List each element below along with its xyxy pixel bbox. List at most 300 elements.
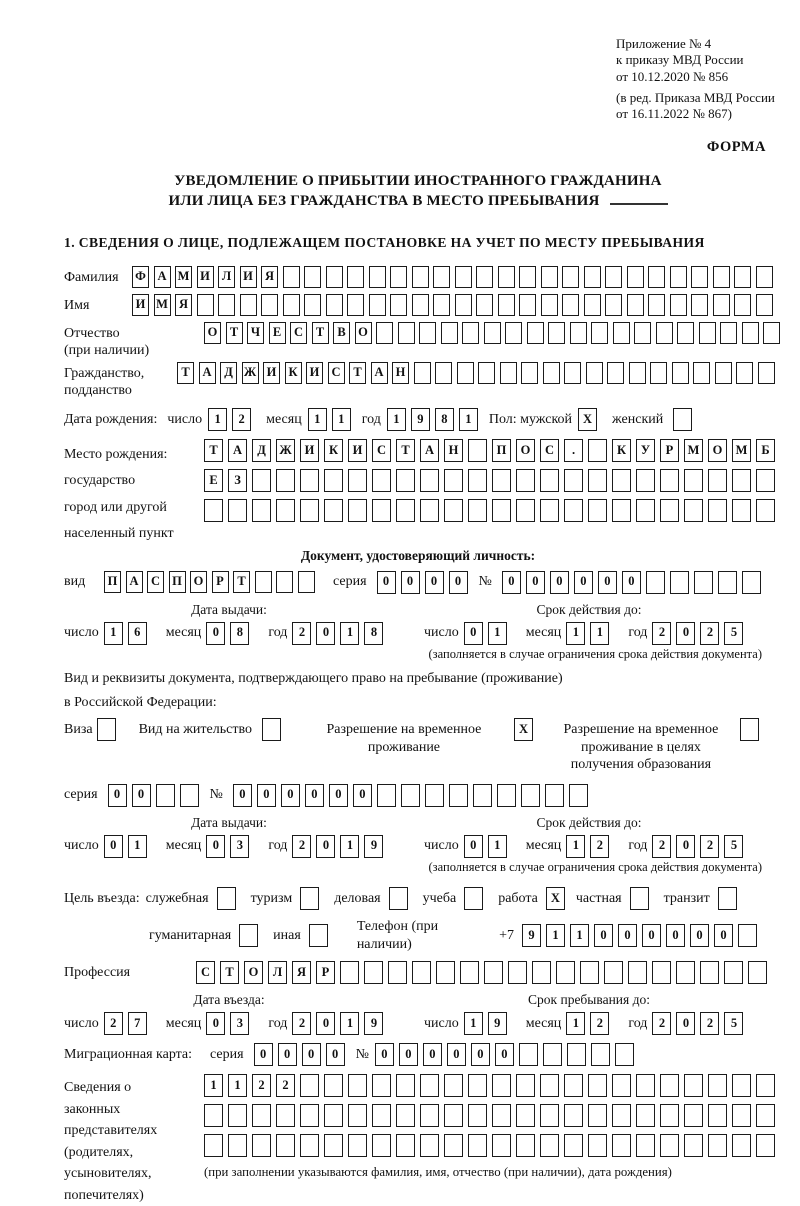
char-box-filled[interactable]: 8: [435, 408, 454, 431]
char-box-empty[interactable]: [591, 322, 608, 344]
char-box-empty[interactable]: [252, 469, 271, 492]
char-box-empty[interactable]: [372, 469, 391, 492]
char-box-filled[interactable]: И: [197, 266, 214, 288]
char-box-empty[interactable]: [732, 469, 751, 492]
char-box-filled[interactable]: 1: [104, 622, 123, 645]
char-box-filled[interactable]: 0: [526, 571, 545, 594]
char-box-filled[interactable]: 8: [230, 622, 249, 645]
char-box-filled[interactable]: 6: [128, 622, 147, 645]
char-box-filled[interactable]: Д: [252, 439, 271, 462]
char-box-empty[interactable]: [324, 499, 343, 522]
char-box-empty[interactable]: [545, 784, 564, 807]
char-box-empty[interactable]: [591, 1043, 610, 1066]
char-box-filled[interactable]: О: [355, 322, 372, 344]
char-box-empty[interactable]: [436, 961, 455, 984]
char-box-empty[interactable]: [586, 362, 603, 384]
char-box-filled[interactable]: 0: [257, 784, 276, 807]
char-box-empty[interactable]: [734, 294, 751, 316]
char-box-filled[interactable]: Т: [204, 439, 223, 462]
char-box-filled[interactable]: И: [300, 439, 319, 462]
char-box-empty[interactable]: [541, 266, 558, 288]
char-box-empty[interactable]: [252, 1104, 271, 1127]
char-box-filled[interactable]: 0: [281, 784, 300, 807]
char-box-empty[interactable]: [564, 1134, 583, 1157]
char-box-empty[interactable]: [548, 322, 565, 344]
char-box-filled[interactable]: 2: [652, 622, 671, 645]
char-box-empty[interactable]: [497, 784, 516, 807]
char-box-filled[interactable]: Р: [316, 961, 335, 984]
char-box-empty[interactable]: [713, 266, 730, 288]
char-box-empty[interactable]: [396, 499, 415, 522]
char-box-empty[interactable]: [588, 1134, 607, 1157]
char-box-filled[interactable]: К: [324, 439, 343, 462]
char-box-filled[interactable]: 1: [546, 924, 565, 947]
char-box-empty[interactable]: [627, 266, 644, 288]
char-box-empty[interactable]: [580, 961, 599, 984]
char-box-filled[interactable]: 1: [590, 622, 609, 645]
char-box-filled[interactable]: 1: [128, 835, 147, 858]
char-box-filled[interactable]: 0: [206, 835, 225, 858]
char-box-empty[interactable]: [218, 294, 235, 316]
char-box-empty[interactable]: [691, 266, 708, 288]
char-box-empty[interactable]: [324, 469, 343, 492]
char-box-filled[interactable]: Т: [220, 961, 239, 984]
char-box-empty[interactable]: [377, 784, 396, 807]
char-box-empty[interactable]: [693, 362, 710, 384]
char-box-empty[interactable]: [304, 266, 321, 288]
char-box-filled[interactable]: Е: [269, 322, 286, 344]
char-box-empty[interactable]: [636, 1104, 655, 1127]
char-box-empty[interactable]: [498, 294, 515, 316]
char-box-empty[interactable]: [634, 322, 651, 344]
char-box-empty[interactable]: [372, 1074, 391, 1097]
char-box-empty[interactable]: [588, 1104, 607, 1127]
char-box-empty[interactable]: [462, 322, 479, 344]
char-box-empty[interactable]: [613, 322, 630, 344]
char-box-filled[interactable]: С: [372, 439, 391, 462]
char-box-empty[interactable]: [414, 362, 431, 384]
char-box-filled[interactable]: С: [328, 362, 345, 384]
char-box-empty[interactable]: [540, 1074, 559, 1097]
char-box-filled[interactable]: 1: [488, 835, 507, 858]
char-box-empty[interactable]: [567, 1043, 586, 1066]
char-box-empty[interactable]: [283, 294, 300, 316]
char-box-filled[interactable]: Я: [261, 266, 278, 288]
char-box-filled[interactable]: 0: [690, 924, 709, 947]
char-box-empty[interactable]: [217, 887, 236, 910]
char-box-empty[interactable]: [300, 469, 319, 492]
char-box-filled[interactable]: 0: [375, 1043, 394, 1066]
char-box-empty[interactable]: [228, 499, 247, 522]
char-box-filled[interactable]: 2: [652, 835, 671, 858]
char-box-empty[interactable]: [348, 469, 367, 492]
char-box-filled[interactable]: И: [132, 294, 149, 316]
char-box-empty[interactable]: [519, 294, 536, 316]
char-box-empty[interactable]: [516, 1074, 535, 1097]
char-box-filled[interactable]: 5: [724, 835, 743, 858]
char-box-empty[interactable]: [516, 1134, 535, 1157]
char-box-empty[interactable]: [742, 322, 759, 344]
char-box-empty[interactable]: [541, 294, 558, 316]
char-box-filled[interactable]: 8: [364, 622, 383, 645]
char-box-filled[interactable]: 9: [488, 1012, 507, 1035]
char-box-filled[interactable]: М: [732, 439, 751, 462]
char-box-filled[interactable]: С: [540, 439, 559, 462]
char-box-filled[interactable]: А: [420, 439, 439, 462]
char-box-empty[interactable]: [718, 887, 737, 910]
char-box-empty[interactable]: [262, 718, 281, 741]
char-box-filled[interactable]: Р: [660, 439, 679, 462]
char-box-filled[interactable]: 0: [425, 571, 444, 594]
char-box-empty[interactable]: [612, 1074, 631, 1097]
char-box-filled[interactable]: Н: [392, 362, 409, 384]
char-box-filled[interactable]: 0: [132, 784, 151, 807]
char-box-empty[interactable]: [708, 1074, 727, 1097]
char-box-empty[interactable]: [326, 266, 343, 288]
char-box-empty[interactable]: [412, 266, 429, 288]
char-box-empty[interactable]: [464, 887, 483, 910]
char-box-empty[interactable]: [204, 1134, 223, 1157]
char-box-empty[interactable]: [516, 1104, 535, 1127]
char-box-empty[interactable]: [564, 1074, 583, 1097]
char-box-empty[interactable]: [444, 1104, 463, 1127]
char-box-filled[interactable]: Ф: [132, 266, 149, 288]
char-box-empty[interactable]: [636, 1074, 655, 1097]
char-box-filled[interactable]: Т: [233, 571, 250, 593]
char-box-empty[interactable]: [540, 1104, 559, 1127]
char-box-empty[interactable]: [699, 322, 716, 344]
char-box-filled[interactable]: 0: [302, 1043, 321, 1066]
char-box-empty[interactable]: [684, 1134, 703, 1157]
char-box-empty[interactable]: [756, 294, 773, 316]
char-box-empty[interactable]: [298, 571, 315, 593]
char-box-empty[interactable]: [629, 362, 646, 384]
char-box-filled[interactable]: Т: [312, 322, 329, 344]
char-box-empty[interactable]: [584, 266, 601, 288]
char-box-empty[interactable]: [615, 1043, 634, 1066]
char-box-filled[interactable]: X: [546, 887, 565, 910]
char-box-filled[interactable]: 3: [230, 835, 249, 858]
char-box-empty[interactable]: [588, 469, 607, 492]
char-box-empty[interactable]: [564, 469, 583, 492]
char-box-filled[interactable]: 0: [278, 1043, 297, 1066]
char-box-empty[interactable]: [519, 1043, 538, 1066]
char-box-empty[interactable]: [505, 322, 522, 344]
char-box-filled[interactable]: 0: [464, 835, 483, 858]
char-box-empty[interactable]: [605, 294, 622, 316]
char-box-filled[interactable]: 2: [292, 1012, 311, 1035]
char-box-empty[interactable]: [562, 266, 579, 288]
char-box-empty[interactable]: [468, 469, 487, 492]
char-box-empty[interactable]: [468, 1104, 487, 1127]
char-box-empty[interactable]: [605, 266, 622, 288]
char-box-filled[interactable]: 9: [522, 924, 541, 947]
char-box-filled[interactable]: 2: [292, 835, 311, 858]
char-box-empty[interactable]: [396, 1074, 415, 1097]
char-box-filled[interactable]: 0: [676, 622, 695, 645]
char-box-empty[interactable]: [742, 571, 761, 594]
char-box-empty[interactable]: [521, 784, 540, 807]
char-box-empty[interactable]: [348, 1134, 367, 1157]
char-box-empty[interactable]: [444, 469, 463, 492]
char-box-filled[interactable]: 2: [276, 1074, 295, 1097]
char-box-filled[interactable]: А: [154, 266, 171, 288]
char-box-filled[interactable]: П: [104, 571, 121, 593]
char-box-empty[interactable]: [748, 961, 767, 984]
char-box-filled[interactable]: 1: [459, 408, 478, 431]
char-box-empty[interactable]: [309, 924, 328, 947]
char-box-empty[interactable]: [276, 571, 293, 593]
char-box-empty[interactable]: [476, 294, 493, 316]
char-box-filled[interactable]: И: [306, 362, 323, 384]
char-box-empty[interactable]: [252, 499, 271, 522]
char-box-filled[interactable]: Д: [220, 362, 237, 384]
char-box-empty[interactable]: [484, 961, 503, 984]
char-box-empty[interactable]: [412, 294, 429, 316]
char-box-empty[interactable]: [420, 499, 439, 522]
char-box-filled[interactable]: 0: [666, 924, 685, 947]
char-box-filled[interactable]: 0: [449, 571, 468, 594]
char-box-empty[interactable]: [390, 294, 407, 316]
char-box-empty[interactable]: [300, 1104, 319, 1127]
char-box-empty[interactable]: [660, 1134, 679, 1157]
char-box-empty[interactable]: [540, 1134, 559, 1157]
char-box-filled[interactable]: 0: [471, 1043, 490, 1066]
char-box-empty[interactable]: [347, 294, 364, 316]
char-box-empty[interactable]: [419, 322, 436, 344]
char-box-filled[interactable]: И: [263, 362, 280, 384]
char-box-empty[interactable]: [732, 499, 751, 522]
char-box-empty[interactable]: [684, 499, 703, 522]
char-box-empty[interactable]: [564, 499, 583, 522]
char-box-empty[interactable]: [412, 961, 431, 984]
char-box-filled[interactable]: Ж: [242, 362, 259, 384]
char-box-filled[interactable]: 2: [700, 1012, 719, 1035]
char-box-empty[interactable]: [348, 1104, 367, 1127]
char-box-filled[interactable]: А: [199, 362, 216, 384]
char-box-empty[interactable]: [492, 499, 511, 522]
char-box-empty[interactable]: [369, 294, 386, 316]
char-box-empty[interactable]: [468, 1134, 487, 1157]
char-box-empty[interactable]: [650, 362, 667, 384]
char-box-empty[interactable]: [508, 961, 527, 984]
char-box-filled[interactable]: П: [492, 439, 511, 462]
char-box-filled[interactable]: Я: [292, 961, 311, 984]
char-box-empty[interactable]: [228, 1104, 247, 1127]
char-box-empty[interactable]: [708, 469, 727, 492]
char-box-empty[interactable]: [672, 362, 689, 384]
char-box-empty[interactable]: [677, 322, 694, 344]
char-box-empty[interactable]: [444, 1134, 463, 1157]
char-box-filled[interactable]: Л: [268, 961, 287, 984]
char-box-empty[interactable]: [527, 322, 544, 344]
char-box-empty[interactable]: [197, 294, 214, 316]
char-box-empty[interactable]: [468, 1074, 487, 1097]
char-box-empty[interactable]: [304, 294, 321, 316]
char-box-filled[interactable]: 5: [724, 1012, 743, 1035]
char-box-empty[interactable]: [276, 1104, 295, 1127]
char-box-filled[interactable]: А: [371, 362, 388, 384]
char-box-empty[interactable]: [492, 469, 511, 492]
char-box-empty[interactable]: [324, 1134, 343, 1157]
char-box-empty[interactable]: [604, 961, 623, 984]
char-box-empty[interactable]: [441, 322, 458, 344]
char-box-empty[interactable]: [519, 266, 536, 288]
char-box-empty[interactable]: [532, 961, 551, 984]
char-box-empty[interactable]: [276, 1134, 295, 1157]
char-box-filled[interactable]: К: [612, 439, 631, 462]
char-box-filled[interactable]: М: [684, 439, 703, 462]
char-box-filled[interactable]: 0: [377, 571, 396, 594]
char-box-empty[interactable]: [691, 294, 708, 316]
char-box-empty[interactable]: [396, 1104, 415, 1127]
char-box-empty[interactable]: [708, 1104, 727, 1127]
char-box-filled[interactable]: 1: [340, 835, 359, 858]
char-box-filled[interactable]: С: [290, 322, 307, 344]
char-box-empty[interactable]: [348, 1074, 367, 1097]
char-box-filled[interactable]: А: [126, 571, 143, 593]
char-box-empty[interactable]: [584, 294, 601, 316]
char-box-empty[interactable]: [652, 961, 671, 984]
char-box-empty[interactable]: [261, 294, 278, 316]
char-box-empty[interactable]: [670, 266, 687, 288]
char-box-filled[interactable]: 0: [622, 571, 641, 594]
char-box-filled[interactable]: 0: [353, 784, 372, 807]
char-box-filled[interactable]: 0: [401, 571, 420, 594]
char-box-filled[interactable]: С: [196, 961, 215, 984]
char-box-empty[interactable]: [521, 362, 538, 384]
char-box-filled[interactable]: 0: [676, 835, 695, 858]
char-box-empty[interactable]: [516, 499, 535, 522]
char-box-empty[interactable]: [348, 499, 367, 522]
char-box-filled[interactable]: Ж: [276, 439, 295, 462]
char-box-filled[interactable]: 0: [714, 924, 733, 947]
char-box-empty[interactable]: [656, 322, 673, 344]
char-box-filled[interactable]: .: [564, 439, 583, 462]
char-box-filled[interactable]: 2: [252, 1074, 271, 1097]
char-box-empty[interactable]: [732, 1074, 751, 1097]
char-box-filled[interactable]: 0: [316, 835, 335, 858]
char-box-empty[interactable]: [612, 499, 631, 522]
char-box-empty[interactable]: [255, 571, 272, 593]
char-box-empty[interactable]: [715, 362, 732, 384]
char-box-filled[interactable]: Ч: [247, 322, 264, 344]
char-box-empty[interactable]: [204, 1104, 223, 1127]
char-box-empty[interactable]: [156, 784, 175, 807]
char-box-filled[interactable]: Т: [226, 322, 243, 344]
char-box-filled[interactable]: Т: [177, 362, 194, 384]
char-box-filled[interactable]: И: [240, 266, 257, 288]
char-box-empty[interactable]: [756, 266, 773, 288]
char-box-filled[interactable]: Я: [175, 294, 192, 316]
char-box-empty[interactable]: [543, 1043, 562, 1066]
char-box-filled[interactable]: 0: [399, 1043, 418, 1066]
char-box-empty[interactable]: [388, 961, 407, 984]
char-box-empty[interactable]: [684, 1104, 703, 1127]
char-box-empty[interactable]: [455, 266, 472, 288]
char-box-empty[interactable]: [204, 499, 223, 522]
char-box-filled[interactable]: А: [228, 439, 247, 462]
char-box-empty[interactable]: [740, 718, 759, 741]
char-box-empty[interactable]: [670, 571, 689, 594]
char-box-empty[interactable]: [720, 322, 737, 344]
char-box-empty[interactable]: [756, 499, 775, 522]
char-box-filled[interactable]: И: [348, 439, 367, 462]
char-box-filled[interactable]: 0: [254, 1043, 273, 1066]
char-box-empty[interactable]: [516, 469, 535, 492]
char-box-empty[interactable]: [708, 499, 727, 522]
char-box-empty[interactable]: [636, 499, 655, 522]
char-box-empty[interactable]: [673, 408, 692, 431]
char-box-filled[interactable]: 2: [232, 408, 251, 431]
char-box-filled[interactable]: 1: [566, 835, 585, 858]
char-box-empty[interactable]: [457, 362, 474, 384]
char-box-filled[interactable]: 2: [590, 835, 609, 858]
char-box-filled[interactable]: О: [516, 439, 535, 462]
char-box-filled[interactable]: 1: [208, 408, 227, 431]
char-box-filled[interactable]: 1: [340, 622, 359, 645]
char-box-filled[interactable]: 0: [618, 924, 637, 947]
char-box-empty[interactable]: [700, 961, 719, 984]
char-box-empty[interactable]: [252, 1134, 271, 1157]
char-box-empty[interactable]: [372, 1134, 391, 1157]
char-box-empty[interactable]: [283, 266, 300, 288]
char-box-filled[interactable]: К: [285, 362, 302, 384]
char-box-filled[interactable]: 2: [700, 622, 719, 645]
char-box-filled[interactable]: 9: [411, 408, 430, 431]
char-box-empty[interactable]: [564, 1104, 583, 1127]
char-box-filled[interactable]: 1: [204, 1074, 223, 1097]
char-box-empty[interactable]: [636, 1134, 655, 1157]
char-box-empty[interactable]: [420, 1104, 439, 1127]
char-box-filled[interactable]: 0: [326, 1043, 345, 1066]
char-box-filled[interactable]: 0: [233, 784, 252, 807]
char-box-empty[interactable]: [612, 1104, 631, 1127]
char-box-empty[interactable]: [684, 1074, 703, 1097]
char-box-filled[interactable]: 0: [676, 1012, 695, 1035]
char-box-empty[interactable]: [734, 266, 751, 288]
char-box-filled[interactable]: 0: [495, 1043, 514, 1066]
char-box-empty[interactable]: [444, 1074, 463, 1097]
char-box-empty[interactable]: [420, 469, 439, 492]
char-box-empty[interactable]: [300, 499, 319, 522]
char-box-empty[interactable]: [444, 499, 463, 522]
char-box-filled[interactable]: О: [708, 439, 727, 462]
char-box-empty[interactable]: [372, 1104, 391, 1127]
char-box-empty[interactable]: [684, 469, 703, 492]
char-box-filled[interactable]: 0: [594, 924, 613, 947]
char-box-filled[interactable]: 1: [566, 622, 585, 645]
char-box-empty[interactable]: [556, 961, 575, 984]
char-box-empty[interactable]: [612, 1134, 631, 1157]
char-box-filled[interactable]: 0: [104, 835, 123, 858]
char-box-filled[interactable]: 0: [550, 571, 569, 594]
char-box-empty[interactable]: [324, 1104, 343, 1127]
char-box-empty[interactable]: [636, 469, 655, 492]
char-box-empty[interactable]: [468, 439, 487, 462]
char-box-filled[interactable]: Р: [212, 571, 229, 593]
char-box-empty[interactable]: [484, 322, 501, 344]
char-box-filled[interactable]: Б: [756, 439, 775, 462]
char-box-filled[interactable]: 1: [464, 1012, 483, 1035]
char-box-filled[interactable]: 1: [387, 408, 406, 431]
char-box-empty[interactable]: [756, 1074, 775, 1097]
char-box-filled[interactable]: 0: [464, 622, 483, 645]
char-box-empty[interactable]: [364, 961, 383, 984]
char-box-empty[interactable]: [420, 1074, 439, 1097]
char-box-filled[interactable]: 2: [292, 622, 311, 645]
char-box-filled[interactable]: У: [636, 439, 655, 462]
